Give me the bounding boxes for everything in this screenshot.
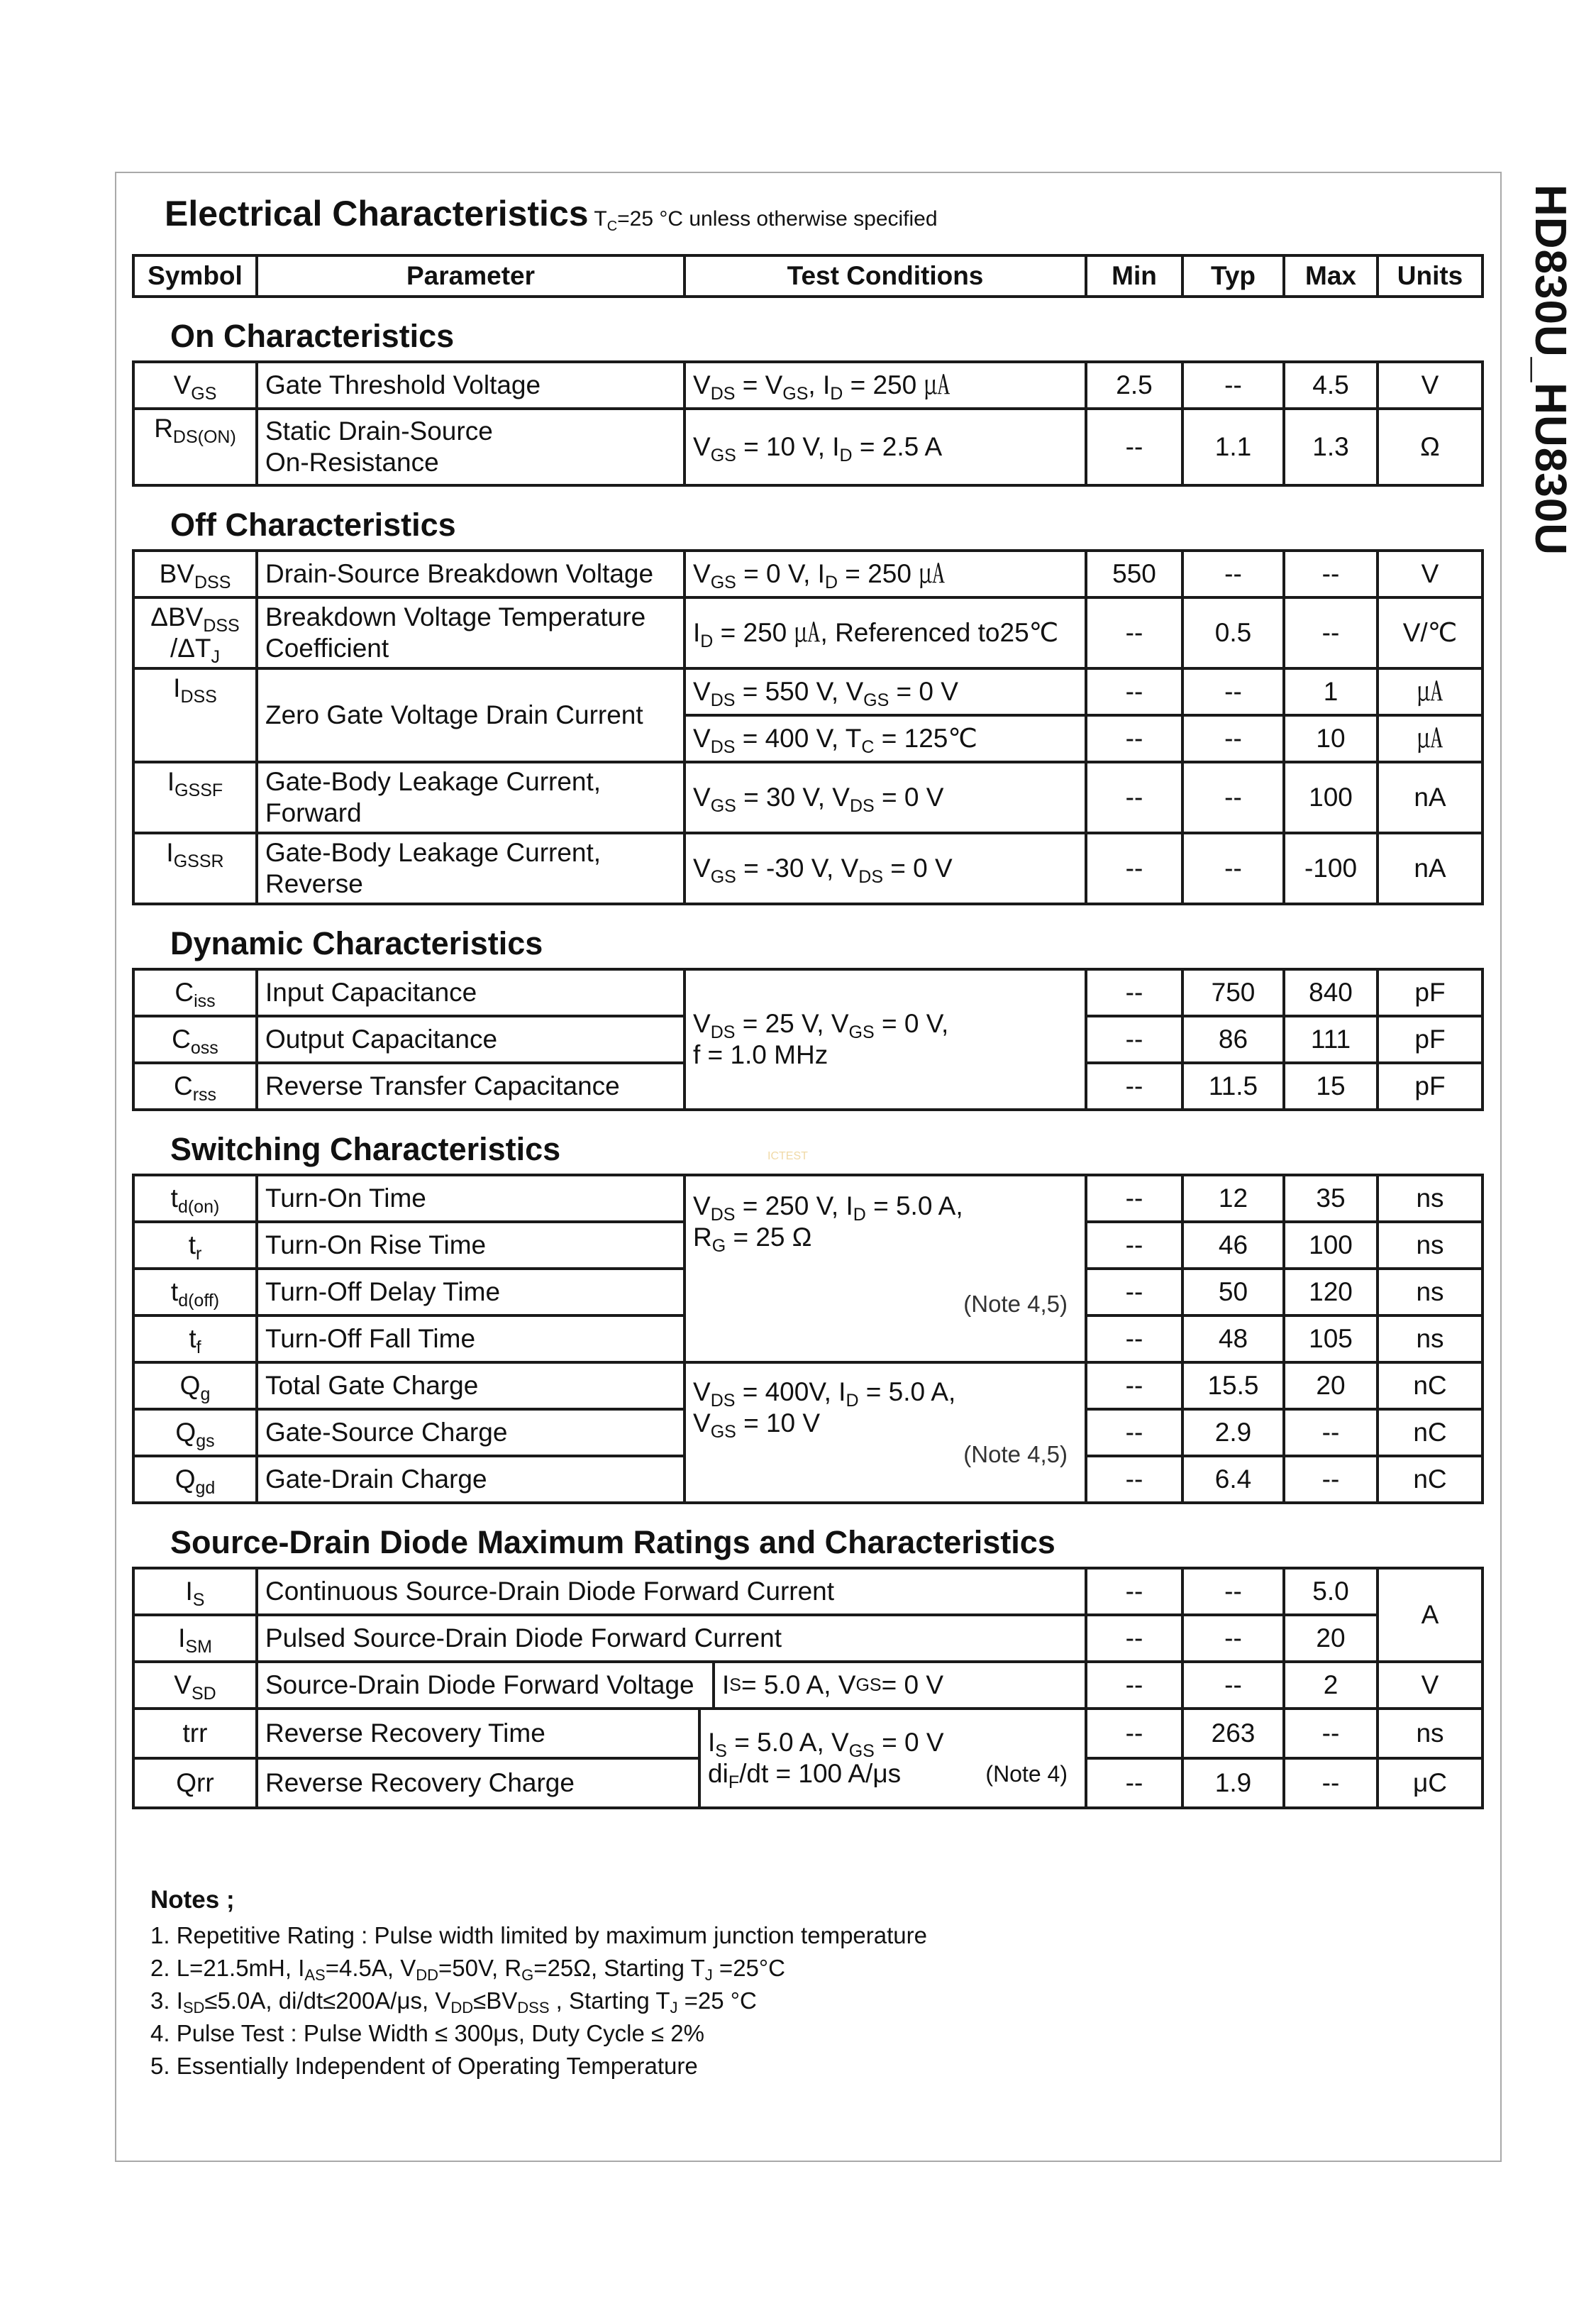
- parameter-cell: Drain-Source Breakdown Voltage: [257, 551, 685, 597]
- typ-cell: 86: [1182, 1016, 1284, 1063]
- min-cell: --: [1086, 1456, 1182, 1503]
- section-title-off: Off Characteristics: [133, 485, 1483, 551]
- unit-cell: nC: [1378, 1362, 1483, 1409]
- typ-cell: 15.5: [1182, 1362, 1284, 1409]
- unit-cell: ㎂: [1378, 715, 1483, 762]
- typ-cell: 50: [1182, 1269, 1284, 1315]
- parameter-cell: Reverse Transfer Capacitance: [257, 1063, 685, 1110]
- table-row: [133, 362, 1483, 409]
- typ-cell: 1.9: [1182, 1758, 1284, 1808]
- unit-cell: V/℃: [1378, 597, 1483, 668]
- symbol-cell: $Q_{gs}$: [133, 1409, 257, 1456]
- min-cell: --: [1086, 715, 1182, 762]
- symbol-cell: $t_r$: [133, 1222, 257, 1269]
- parameter-cell: Gate-Body Leakage Current, Reverse: [257, 833, 685, 904]
- condition-cell: $I_S = 5.0$ A, $V_{GS} = 0$ V $di_F/dt = 100$ A/μs (Note 4): [708, 1728, 1068, 1792]
- min-cell: --: [1086, 1222, 1182, 1269]
- max-cell: --: [1284, 1456, 1378, 1503]
- min-cell: --: [1086, 1568, 1182, 1615]
- parameter-cell: Turn-Off Fall Time: [257, 1315, 685, 1362]
- typ-cell: --: [1182, 715, 1284, 762]
- max-cell: 20: [1284, 1362, 1378, 1409]
- max-cell: 100: [1284, 1222, 1378, 1269]
- col-units: Units: [1378, 255, 1483, 297]
- max-cell: 2: [1284, 1662, 1378, 1709]
- page-heading: [165, 193, 938, 235]
- min-cell: 550: [1086, 551, 1182, 597]
- table-row: [133, 1615, 1483, 1662]
- parameter-condition-cell: [257, 1709, 1086, 1808]
- typ-cell: --: [1182, 833, 1284, 904]
- typ-cell: 2.9: [1182, 1409, 1284, 1456]
- unit-cell: ns: [1378, 1269, 1483, 1315]
- max-cell: 5.0: [1284, 1568, 1378, 1615]
- condition-cell: $V_{GS} = 0$ V, $I_D = 250$ ㎂: [685, 551, 1086, 597]
- condition-cell: $V_{DS} = 25$ V, $V_{GS} = 0$ V, f = 1.0 MHz: [685, 969, 1086, 1110]
- symbol-cell: $V_{GS}$: [133, 362, 257, 409]
- parameter-cell: Gate-Drain Charge: [257, 1456, 685, 1503]
- table-row: [133, 668, 1483, 715]
- symbol-cell: $\Delta BV_{DSS}$ $/\Delta T_J$: [133, 597, 257, 668]
- min-cell: --: [1086, 1315, 1182, 1362]
- table-row: [133, 969, 1483, 1016]
- typ-cell: 263: [1182, 1709, 1284, 1758]
- section-row-diode: [133, 1503, 1483, 1568]
- table-row: [133, 833, 1483, 904]
- unit-cell: ns: [1378, 1175, 1483, 1222]
- unit-cell: ns: [1378, 1222, 1483, 1269]
- electrical-characteristics-table: [132, 254, 1484, 1809]
- max-cell: 15: [1284, 1063, 1378, 1110]
- symbol-cell: $t_{d(off)}$: [133, 1269, 257, 1315]
- section-row-dynamic: [133, 904, 1483, 969]
- parameter-cell: Output Capacitance: [257, 1016, 685, 1063]
- typ-cell: 46: [1182, 1222, 1284, 1269]
- note-1: 1. Repetitive Rating : Pulse width limited by maximum junction temperature: [150, 1922, 927, 1948]
- heading-condition: $T_C=25$ °C unless otherwise specified: [594, 207, 938, 234]
- unit-cell: ns: [1378, 1315, 1483, 1362]
- parameter-cell: Static Drain-Source On-Resistance: [257, 409, 685, 485]
- col-test-conditions: Test Conditions: [685, 255, 1086, 297]
- max-cell: 840: [1284, 969, 1378, 1016]
- unit-cell: Ω: [1378, 409, 1483, 485]
- max-cell: 105: [1284, 1315, 1378, 1362]
- part-number-title: HD830U_HU830U: [1526, 184, 1575, 556]
- symbol-cell: $I_{SM}$: [133, 1615, 257, 1662]
- unit-cell: V: [1378, 362, 1483, 409]
- note-ref: (Note 4,5): [963, 1441, 1068, 1467]
- max-cell: 100: [1284, 762, 1378, 833]
- min-cell: --: [1086, 1615, 1182, 1662]
- parameter-cell: Gate-Body Leakage Current, Forward: [257, 762, 685, 833]
- typ-cell: 6.4: [1182, 1456, 1284, 1503]
- symbol-cell: $Q_{gd}$: [133, 1456, 257, 1503]
- unit-cell: nA: [1378, 833, 1483, 904]
- typ-cell: 12: [1182, 1175, 1284, 1222]
- min-cell: --: [1086, 1063, 1182, 1110]
- max-cell: 120: [1284, 1269, 1378, 1315]
- max-cell: 1: [1284, 668, 1378, 715]
- max-cell: 1.3: [1284, 409, 1378, 485]
- unit-cell: ns: [1378, 1709, 1483, 1758]
- unit-cell: nC: [1378, 1456, 1483, 1503]
- max-cell: --: [1284, 1709, 1378, 1758]
- min-cell: --: [1086, 668, 1182, 715]
- symbol-cell: $t_{d(on)}$: [133, 1175, 257, 1222]
- max-cell: 10: [1284, 715, 1378, 762]
- min-cell: --: [1086, 597, 1182, 668]
- symbol-cell: $R_{DS(ON)}$: [133, 409, 257, 485]
- section-title-dynamic: Dynamic Characteristics: [133, 904, 1483, 969]
- parameter-cell: Input Capacitance: [257, 969, 685, 1016]
- symbol-cell: $I_{GSSR}$: [133, 833, 257, 904]
- unit-cell: A: [1378, 1568, 1483, 1662]
- table-row: [133, 1362, 1483, 1409]
- typ-cell: 11.5: [1182, 1063, 1284, 1110]
- condition-cell: $V_{GS} = 10$ V, $I_D = 2.5$ A: [685, 409, 1086, 485]
- unit-cell: V: [1378, 551, 1483, 597]
- min-cell: --: [1086, 969, 1182, 1016]
- min-cell: --: [1086, 762, 1182, 833]
- symbol-cell: $I_S$: [133, 1568, 257, 1615]
- typ-cell: 750: [1182, 969, 1284, 1016]
- col-max: Max: [1284, 255, 1378, 297]
- condition-cell: $V_{GS} = 30$ V, $V_{DS} = 0$ V: [685, 762, 1086, 833]
- typ-cell: --: [1182, 1615, 1284, 1662]
- symbol-cell: $I_{DSS}$: [133, 668, 257, 762]
- min-cell: --: [1086, 1269, 1182, 1315]
- min-cell: --: [1086, 1016, 1182, 1063]
- symbol-cell: $t_f$: [133, 1315, 257, 1362]
- parameter-cell: Breakdown Voltage Temperature Coefficient: [257, 597, 685, 668]
- typ-cell: --: [1182, 362, 1284, 409]
- condition-cell: $V_{GS} = -30$ V, $V_{DS} = 0$ V: [685, 833, 1086, 904]
- section-row-off: [133, 485, 1483, 551]
- parameter-cell: Total Gate Charge: [257, 1362, 685, 1409]
- table-row: [133, 597, 1483, 668]
- parameter-cell: Zero Gate Voltage Drain Current: [257, 668, 685, 762]
- section-title-switching: Switching Characteristics: [133, 1110, 1483, 1175]
- typ-cell: 48: [1182, 1315, 1284, 1362]
- min-cell: --: [1086, 1175, 1182, 1222]
- unit-cell: pF: [1378, 1016, 1483, 1063]
- unit-cell: pF: [1378, 1063, 1483, 1110]
- section-row-on: [133, 297, 1483, 362]
- parameter-cell: Reverse Recovery Charge: [265, 1768, 575, 1797]
- min-cell: --: [1086, 1709, 1182, 1758]
- symbol-cell: $C_{rss}$: [133, 1063, 257, 1110]
- note-4: 4. Pulse Test : Pulse Width ≤ 300μs, Duty Cycle ≤ 2%: [150, 2020, 704, 2046]
- col-min: Min: [1086, 255, 1182, 297]
- symbol-cell: $I_{GSSF}$: [133, 762, 257, 833]
- unit-cell: V: [1378, 1662, 1483, 1709]
- condition-cell: $V_{DS} = 550$ V, $V_{GS} = 0$ V: [685, 668, 1086, 715]
- min-cell: --: [1086, 1409, 1182, 1456]
- symbol-cell: $C_{oss}$: [133, 1016, 257, 1063]
- section-row-switching: [133, 1110, 1483, 1175]
- table-row: [133, 762, 1483, 833]
- parameter-condition-cell: [257, 1662, 1086, 1709]
- min-cell: --: [1086, 1362, 1182, 1409]
- col-parameter: Parameter: [257, 255, 685, 297]
- max-cell: 35: [1284, 1175, 1378, 1222]
- typ-cell: --: [1182, 668, 1284, 715]
- condition-cell: $V_{DS} = V_{GS}$, $I_D = 250$ ㎂: [685, 362, 1086, 409]
- typ-cell: --: [1182, 762, 1284, 833]
- table-row: [133, 551, 1483, 597]
- parameter-cell: Pulsed Source-Drain Diode Forward Current: [257, 1615, 1086, 1662]
- table-row: [133, 1662, 1483, 1709]
- unit-cell: ㎂: [1378, 668, 1483, 715]
- typ-cell: --: [1182, 1662, 1284, 1709]
- table-row: [133, 1709, 1483, 1758]
- min-cell: --: [1086, 833, 1182, 904]
- section-title-diode: Source-Drain Diode Maximum Ratings and Characteristics: [133, 1503, 1483, 1568]
- max-cell: --: [1284, 551, 1378, 597]
- note-5: 5. Essentially Independent of Operating Temperature: [150, 2053, 698, 2079]
- max-cell: --: [1284, 1758, 1378, 1808]
- max-cell: 4.5: [1284, 362, 1378, 409]
- max-cell: 20: [1284, 1615, 1378, 1662]
- typ-cell: --: [1182, 551, 1284, 597]
- notes-block: [150, 1884, 927, 2082]
- col-typ: Typ: [1182, 255, 1284, 297]
- parameter-cell: Turn-Off Delay Time: [257, 1269, 685, 1315]
- typ-cell: --: [1182, 1568, 1284, 1615]
- unit-cell: nC: [1378, 1409, 1483, 1456]
- condition-cell: $V_{DS} = 250$ V, $I_D = 5.0$ A, $R_G = 25$ Ω (Note 4,5): [685, 1175, 1086, 1362]
- unit-cell: nA: [1378, 762, 1483, 833]
- parameter-cell: Source-Drain Diode Forward Voltage: [258, 1663, 715, 1707]
- col-symbol: Symbol: [133, 255, 257, 297]
- table-row: [133, 1175, 1483, 1222]
- condition-cell: $V_{DS} = 400$ V, $T_C$ = 125℃: [685, 715, 1086, 762]
- table-row: [133, 409, 1483, 485]
- max-cell: 111: [1284, 1016, 1378, 1063]
- note-2: 2. L=21.5mH, $I_{AS}=4.5A$, $V_{DD}=50V$, $R_G=25\Omega$, Starting $T_J =25^\circ C$: [150, 1955, 785, 1984]
- min-cell: --: [1086, 409, 1182, 485]
- min-cell: 2.5: [1086, 362, 1182, 409]
- symbol-cell: $V_{SD}$: [133, 1662, 257, 1709]
- typ-cell: 1.1: [1182, 409, 1284, 485]
- min-cell: --: [1086, 1758, 1182, 1808]
- condition-cell: $V_{DS} = 400V$, $I_D = 5.0$ A, $V_{GS} = 10$ V (Note 4,5): [685, 1362, 1086, 1503]
- parameter-cell: Turn-On Rise Time: [257, 1222, 685, 1269]
- heading-title: Electrical Characteristics: [165, 194, 589, 233]
- condition-cell: I S = 5.0 A, V GS = 0 V: [722, 1670, 944, 1699]
- symbol-cell: Qrr: [133, 1758, 257, 1808]
- table-row: [133, 1568, 1483, 1615]
- unit-cell: μC: [1378, 1758, 1483, 1808]
- max-cell: -100: [1284, 833, 1378, 904]
- max-cell: --: [1284, 1409, 1378, 1456]
- parameter-cell: Reverse Recovery Time: [258, 1710, 698, 1760]
- symbol-cell: trr: [133, 1709, 257, 1758]
- min-cell: --: [1086, 1662, 1182, 1709]
- condition-cell: $I_D = 250$ ㎂, Referenced to25℃: [685, 597, 1086, 668]
- parameter-cell: Gate-Source Charge: [257, 1409, 685, 1456]
- max-cell: --: [1284, 597, 1378, 668]
- parameter-cell: Gate Threshold Voltage: [257, 362, 685, 409]
- parameter-cell: Turn-On Time: [257, 1175, 685, 1222]
- symbol-cell: $BV_{DSS}$: [133, 551, 257, 597]
- typ-cell: 0.5: [1182, 597, 1284, 668]
- watermark: ICTEST: [767, 1150, 808, 1162]
- note-ref: (Note 4): [985, 1761, 1068, 1787]
- symbol-cell: $C_{iss}$: [133, 969, 257, 1016]
- notes-title: Notes ;: [150, 1886, 235, 1914]
- section-title-on: On Characteristics: [133, 297, 1483, 362]
- note-3: 3. $I_{SD}\le 5.0A$, di/dt≤200A/μs, $V_{DD}\le BV_{DSS}$ , Starting $T_J =25$ °C: [150, 1987, 757, 2017]
- header-row: [133, 255, 1483, 297]
- parameter-cell: Continuous Source-Drain Diode Forward Current: [257, 1568, 1086, 1615]
- unit-cell: pF: [1378, 969, 1483, 1016]
- note-ref: (Note 4,5): [963, 1291, 1068, 1317]
- symbol-cell: $Q_g$: [133, 1362, 257, 1409]
